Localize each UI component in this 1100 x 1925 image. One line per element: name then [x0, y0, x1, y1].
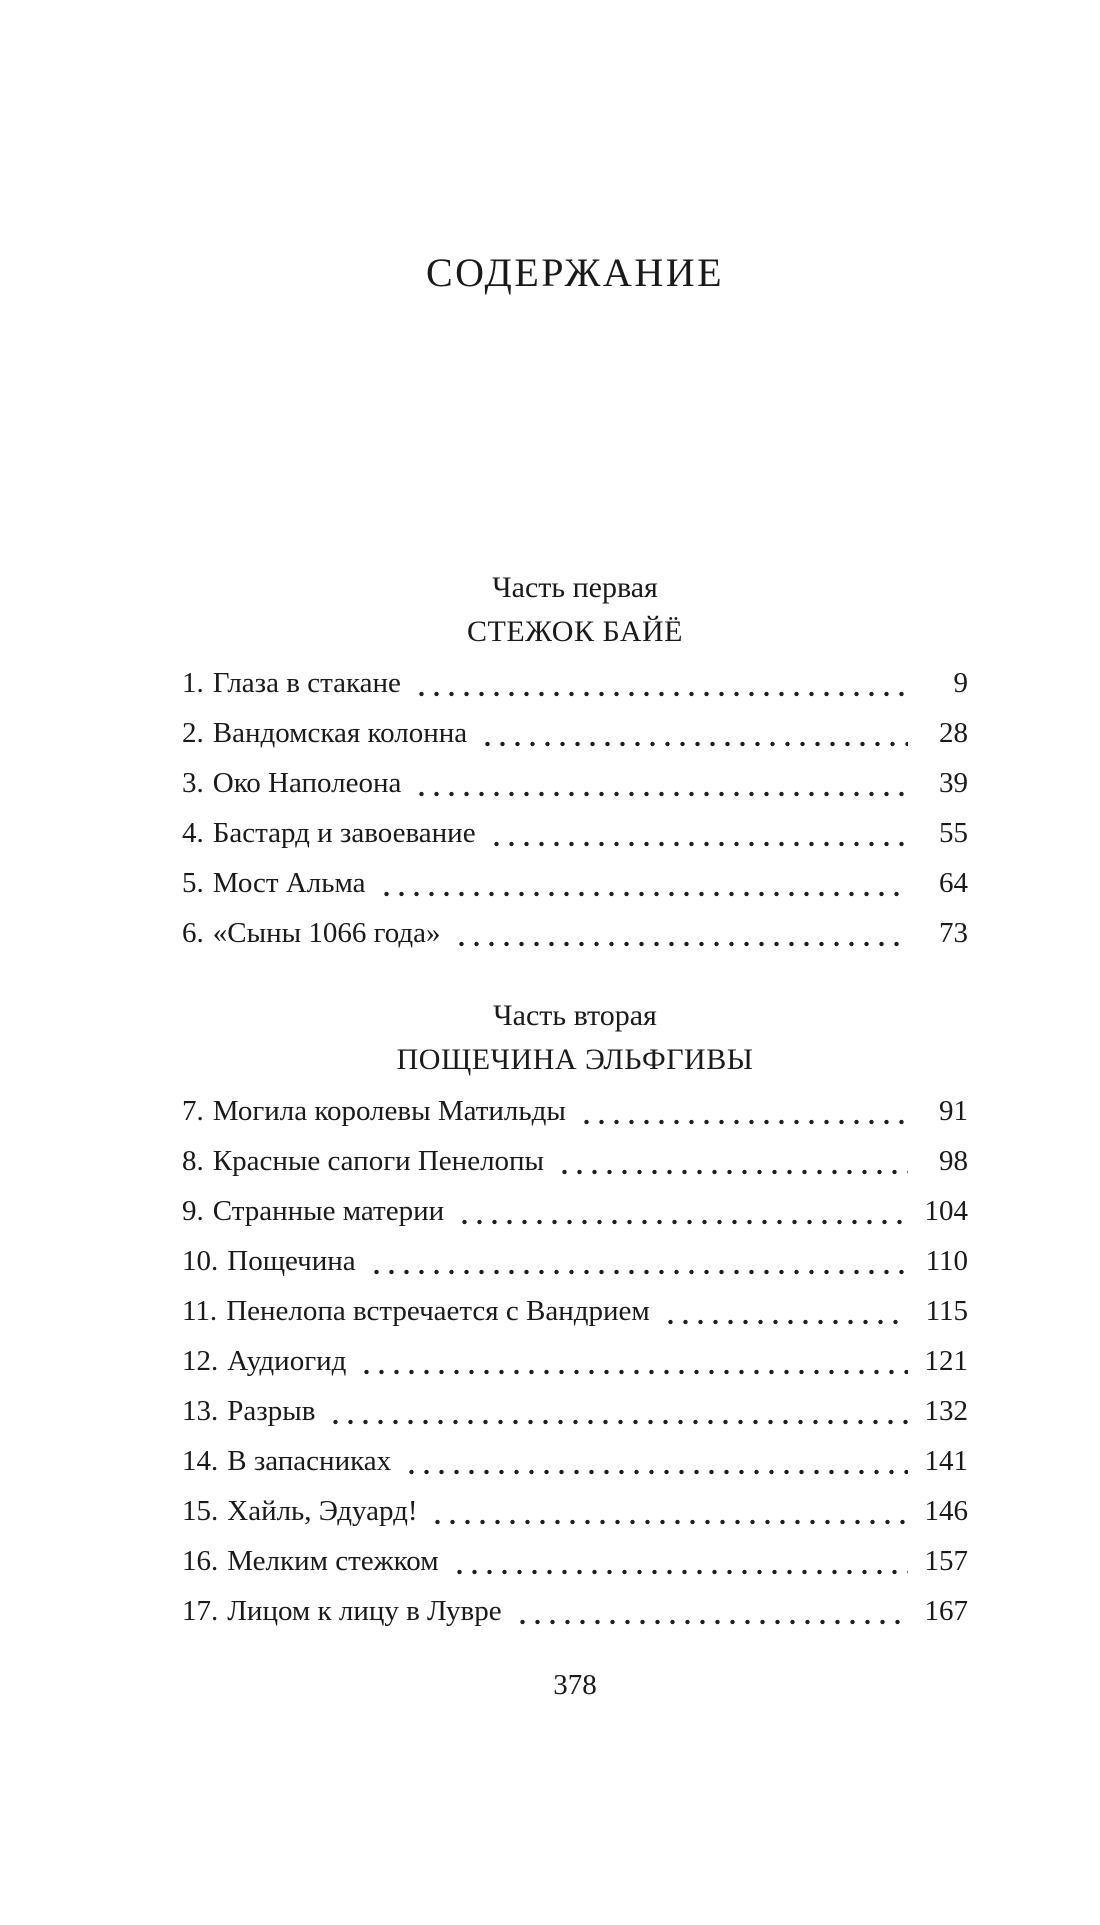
entry-number: 5. — [182, 867, 204, 899]
entry-title: Пощечина — [227, 1245, 356, 1277]
entry-number: 9. — [182, 1195, 204, 1227]
toc-entry — [182, 1236, 968, 1286]
dot-leader — [557, 1169, 908, 1175]
toc-entry — [182, 1536, 968, 1586]
entry-title: Лицом к лицу в Лувре — [227, 1595, 502, 1627]
entry-page-number: 28 — [939, 717, 968, 749]
dot-leader — [452, 1569, 908, 1575]
toc-entry — [182, 908, 968, 958]
entry-number: 15. — [182, 1495, 219, 1527]
entry-title: Хайль, Эдуард! — [227, 1495, 418, 1527]
dot-leader — [414, 691, 908, 697]
entry-page-number: 73 — [939, 917, 968, 949]
entry-number: 16. — [182, 1545, 219, 1577]
dot-leader — [414, 791, 908, 797]
part-one-entries — [182, 658, 968, 958]
part-two-entries — [182, 1086, 968, 1636]
entry-page-number: 146 — [924, 1495, 968, 1527]
toc-entry — [182, 708, 968, 758]
entry-number: 10. — [182, 1245, 219, 1277]
entry-title: Красные сапоги Пенелопы — [212, 1145, 545, 1177]
entry-number: 2. — [182, 717, 204, 749]
entry-title: Странные материи — [212, 1195, 445, 1227]
entry-title: Глаза в стакане — [212, 667, 401, 699]
entry-title: «Сыны 1066 года» — [212, 917, 441, 949]
dot-leader — [515, 1619, 908, 1625]
entry-number: 8. — [182, 1145, 204, 1177]
part-one-section — [182, 566, 968, 958]
dot-leader — [404, 1469, 908, 1475]
toc-entry — [182, 1436, 968, 1486]
entry-number: 3. — [182, 767, 204, 799]
part-one-heading — [182, 566, 968, 654]
entry-page-number: 91 — [939, 1095, 968, 1127]
entry-number: 7. — [182, 1095, 204, 1127]
entry-page-number: 104 — [924, 1195, 968, 1227]
dot-leader — [379, 891, 909, 897]
dot-leader — [579, 1119, 908, 1125]
entry-page-number: 157 — [924, 1545, 968, 1577]
toc-entry — [182, 758, 968, 808]
entry-number: 13. — [182, 1395, 219, 1427]
entry-title: Могила королевы Матильды — [212, 1095, 566, 1127]
part-one-label: Часть первая — [492, 571, 658, 604]
toc-entry — [182, 658, 968, 708]
entry-title: Мелким стежком — [227, 1545, 439, 1577]
entry-title: Вандомская колонна — [212, 717, 468, 749]
entry-title: Бастард и завоевание — [212, 817, 476, 849]
toc-entry — [182, 1586, 968, 1636]
dot-leader — [480, 741, 908, 747]
entry-page-number: 39 — [939, 767, 968, 799]
entry-title: Пенелопа встречается с Вандрием — [226, 1295, 650, 1327]
entry-page-number: 167 — [924, 1595, 968, 1627]
dot-leader — [369, 1269, 908, 1275]
entry-number: 1. — [182, 667, 204, 699]
entry-page-number: 55 — [939, 817, 968, 849]
entry-number: 11. — [182, 1295, 218, 1327]
dot-leader — [457, 1219, 908, 1225]
toc-entry — [182, 1286, 968, 1336]
toc-entry — [182, 808, 968, 858]
entry-page-number: 64 — [939, 867, 968, 899]
part-two-name: ПОЩЕЧИНА ЭЛЬФГИВЫ — [396, 1043, 754, 1076]
book-page — [182, 0, 968, 1710]
dot-leader — [328, 1419, 908, 1425]
toc-entry — [182, 1186, 968, 1236]
entry-page-number: 115 — [925, 1295, 968, 1327]
entry-page-number: 110 — [925, 1245, 968, 1277]
toc-entry — [182, 1086, 968, 1136]
folio-page-number: 378 — [553, 1669, 597, 1701]
entry-title: Разрыв — [227, 1395, 316, 1427]
part-one-name: СТЕЖОК БАЙЁ — [467, 615, 683, 648]
toc-entry — [182, 1136, 968, 1186]
toc-title: СОДЕРЖАНИЕ — [425, 250, 725, 295]
entry-number: 12. — [182, 1345, 219, 1377]
dot-leader — [489, 841, 908, 847]
entry-number: 14. — [182, 1445, 219, 1477]
dot-leader — [663, 1319, 908, 1325]
entry-number: 6. — [182, 917, 204, 949]
dot-leader — [359, 1369, 908, 1375]
toc-entry — [182, 1336, 968, 1386]
entry-number: 17. — [182, 1595, 219, 1627]
part-two-section — [182, 994, 968, 1636]
dot-leader — [454, 941, 908, 947]
toc-entry — [182, 858, 968, 908]
part-two-label: Часть вторая — [493, 999, 657, 1032]
entry-page-number: 141 — [924, 1445, 968, 1477]
entry-page-number: 121 — [924, 1345, 968, 1377]
dot-leader — [430, 1519, 908, 1525]
part-two-heading — [182, 994, 968, 1082]
entry-page-number: 132 — [924, 1395, 968, 1427]
entry-title: Око Наполеона — [212, 767, 402, 799]
entry-page-number: 98 — [939, 1145, 968, 1177]
toc-entry — [182, 1386, 968, 1436]
entry-number: 4. — [182, 817, 204, 849]
entry-page-number: 9 — [953, 667, 968, 699]
entry-title: В запасниках — [227, 1445, 392, 1477]
toc-entry — [182, 1486, 968, 1536]
entry-title: Мост Альма — [212, 867, 366, 899]
entry-title: Аудиогид — [227, 1345, 347, 1377]
